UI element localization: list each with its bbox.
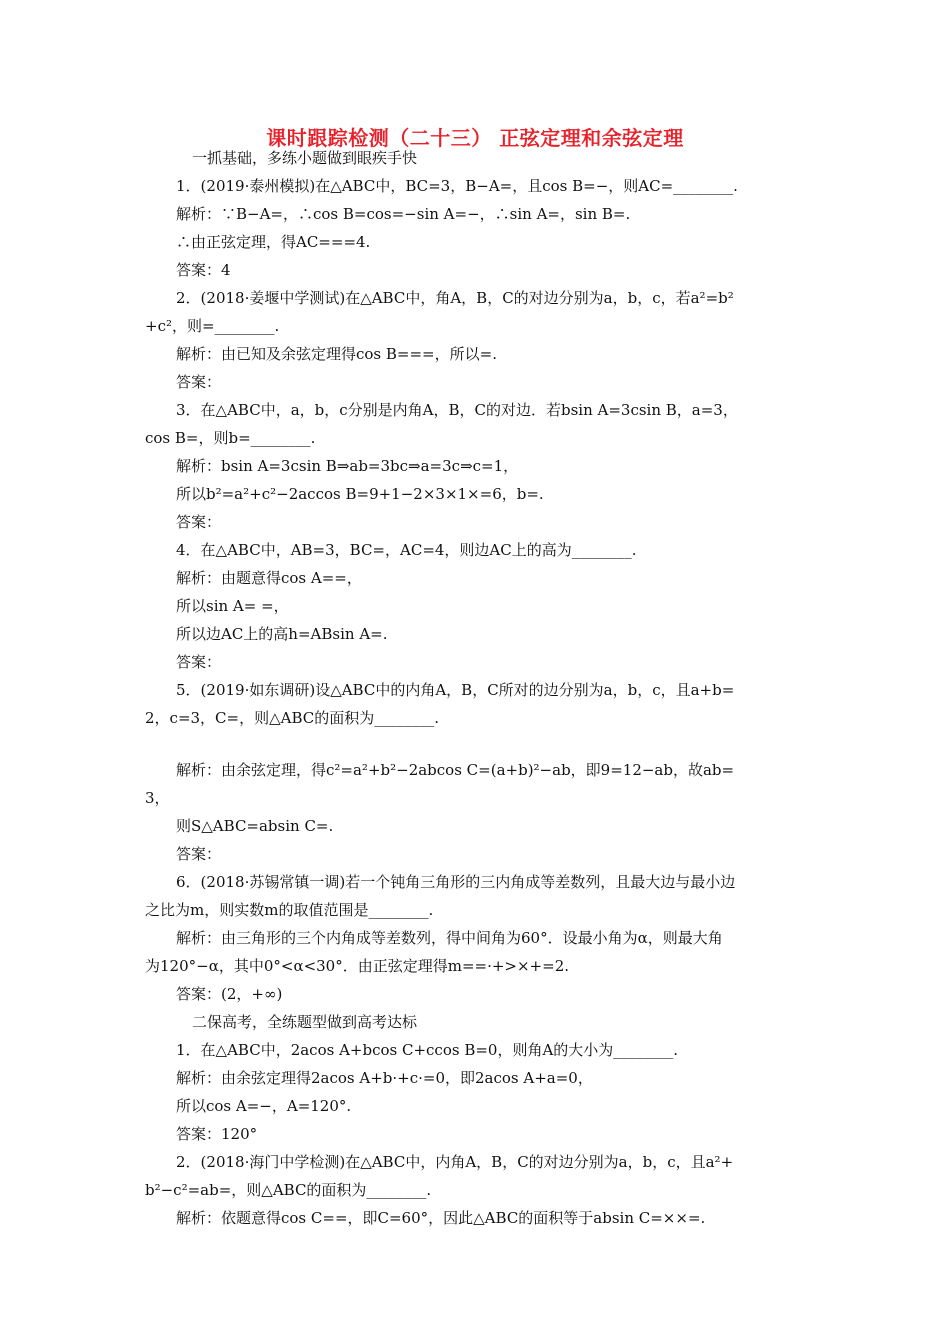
- page-title: 课时跟踪检测（二十三） 正弦定理和余弦定理: [266, 126, 684, 150]
- text-line: 解析：由余弦定理，得c²=a²+b²−2abcos C=(a+b)²−ab，即9=12−ab，故ab=: [176, 761, 735, 779]
- text-line: cos B=，则b=________.: [145, 429, 316, 447]
- text-line: 所以cos A=−，A=120°.: [176, 1097, 352, 1115]
- text-line: 答案：(2，+∞): [176, 985, 283, 1003]
- text-line: 解析：bsin A=3csin B⇒ab=3bc⇒a=3c⇒c=1，: [176, 457, 519, 475]
- text-line: 解析：由已知及余弦定理得cos B===，所以=.: [176, 345, 497, 363]
- section-heading-1: 一抓基础，多练小题做到眼疾手快: [192, 149, 418, 167]
- text-line: 3，: [145, 789, 170, 807]
- text-line: 解析：∵B−A=，∴cos B=cos=−sin A=−，∴sin A=，sin B=.: [176, 205, 631, 223]
- text-line: 二保高考，全练题型做到高考达标: [192, 1013, 418, 1031]
- text-line: 2，c=3，C=，则△ABC的面积为________.: [145, 709, 440, 727]
- text-line: 之比为m，则实数m的取值范围是________.: [145, 901, 434, 919]
- text-line: 解析：依题意得cos C==，即C=60°，因此△ABC的面积等于absin C=××=.: [176, 1209, 706, 1227]
- text-line: 则S△ABC=absin C=.: [176, 817, 334, 835]
- text-line: 所以b²=a²+c²−2accos B=9+1−2×3×1×=6，b=.: [176, 485, 544, 503]
- text-line: 所以边AC上的高h=ABsin A=.: [176, 625, 388, 643]
- text-line: 3．在△ABC中，a，b，c分别是内角A，B，C的对边．若bsin A=3csin B，a=3，: [176, 401, 738, 419]
- text-line: 所以sin A= =，: [176, 597, 289, 615]
- text-line: 1．在△ABC中，2acos A+bcos C+ccos B=0，则角A的大小为________.: [176, 1041, 679, 1059]
- text-line: 答案：: [176, 373, 222, 391]
- text-line: 答案：4: [176, 261, 231, 279]
- text-line: 1．(2019·泰州模拟)在△ABC中，BC=3，B−A=，且cos B=−，则AC=________.: [176, 177, 738, 195]
- text-line: 2．(2018·海门中学检测)在△ABC中，内角A，B，C的对边分别为a，b，c，且a²+: [176, 1153, 734, 1171]
- text-line: 答案：: [176, 845, 222, 863]
- text-line: 4．在△ABC中，AB=3，BC=，AC=4，则边AC上的高为________.: [176, 541, 637, 559]
- text-line: b²−c²=ab=，则△ABC的面积为________.: [145, 1181, 432, 1199]
- text-line: 答案：120°: [176, 1125, 258, 1143]
- text-line: 为120°−α，其中0°<α<30°．由正弦定理得m==·+>×+=2.: [145, 957, 570, 975]
- text-line: 5．(2019·如东调研)设△ABC中的内角A，B，C所对的边分别为a，b，c，且a+b=: [176, 681, 735, 699]
- text-line: 答案：: [176, 513, 222, 531]
- text-line: 解析：由三角形的三个内角成等差数列，得中间角为60°．设最小角为α，则最大角: [176, 929, 723, 947]
- text-line: 6．(2018·苏锡常镇一调)若一个钝角三角形的三内角成等差数列，且最大边与最小边: [176, 873, 736, 891]
- text-line: 解析：由余弦定理得2acos A+b·+c·=0，即2acos A+a=0，: [176, 1069, 593, 1087]
- text-line: +c²，则=________.: [145, 317, 280, 335]
- text-line: 解析：由题意得cos A==，: [176, 569, 362, 587]
- text-line: ∴由正弦定理，得AC===4.: [176, 233, 371, 251]
- text-line: 答案：: [176, 653, 222, 671]
- text-line: 2．(2018·姜堰中学测试)在△ABC中，角A，B，C的对边分别为a，b，c，若a²=b²: [176, 289, 734, 307]
